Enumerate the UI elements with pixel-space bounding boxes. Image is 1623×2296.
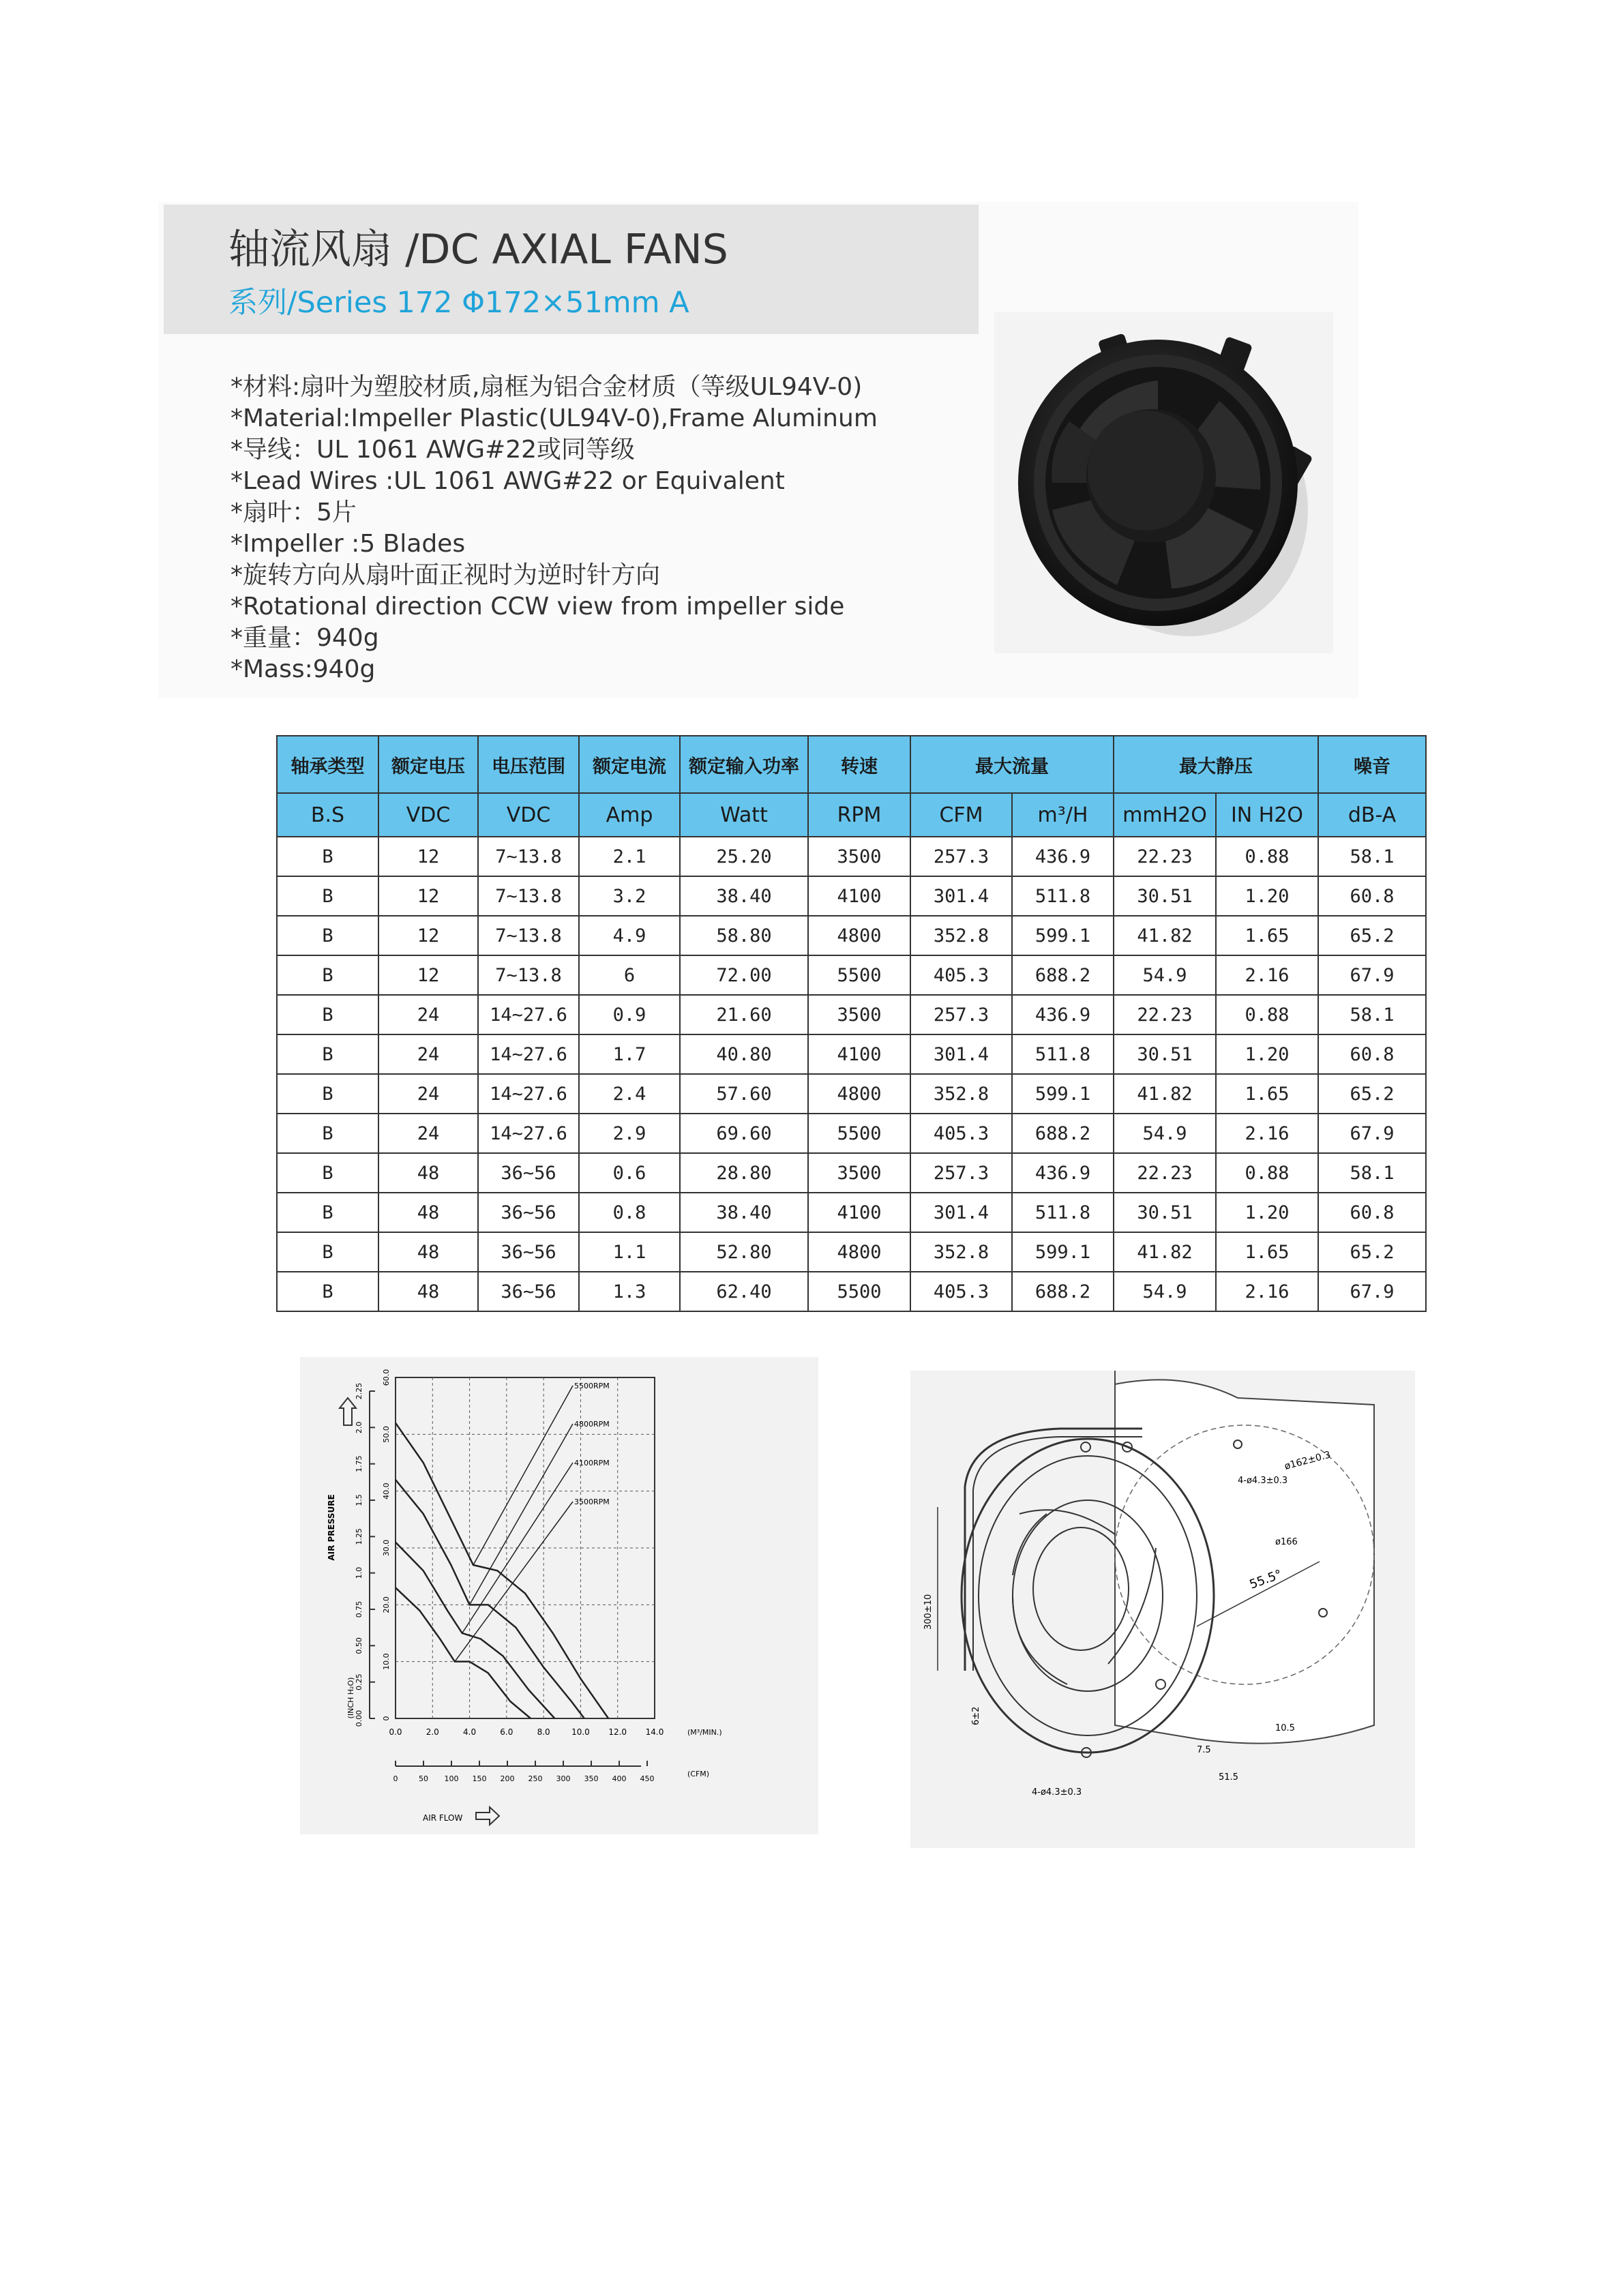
dim-label: 51.5 <box>1219 1772 1238 1783</box>
x-tick-label: 0.0 <box>389 1727 402 1737</box>
fan-product-photo <box>994 312 1333 653</box>
cfm-tick-label: 200 <box>500 1774 515 1783</box>
table-cell: 4100 <box>808 1034 910 1074</box>
table-cell: B <box>277 1232 378 1272</box>
cfm-tick-label: 0 <box>393 1774 398 1783</box>
x-unit-bottom: (CFM) <box>687 1770 710 1778</box>
table-cell: 69.60 <box>680 1114 808 1153</box>
table-cell: 58.1 <box>1318 1153 1426 1193</box>
table-cell: B <box>277 995 378 1034</box>
table-cell: 599.1 <box>1012 1232 1114 1272</box>
table-cell: 60.8 <box>1318 1193 1426 1232</box>
series-label: 4800RPM <box>574 1420 610 1429</box>
th-rated-voltage: 额定电压 <box>378 736 478 793</box>
table-cell: 301.4 <box>910 1034 1012 1074</box>
table-cell: B <box>277 916 378 955</box>
table-cell: 352.8 <box>910 1232 1012 1272</box>
series-subtitle: 系列/Series 172 Φ172×51mm A <box>228 286 689 320</box>
table-cell: 0.6 <box>579 1153 680 1193</box>
chart-series <box>396 1382 610 1718</box>
table-cell: 67.9 <box>1318 1114 1426 1153</box>
table-cell: 41.82 <box>1114 916 1216 955</box>
y-axis-label: AIR PRESSURE <box>327 1494 336 1561</box>
table-row <box>277 1074 1426 1114</box>
table-cell: 6 <box>579 955 680 995</box>
y-tick-label: 0 <box>382 1716 391 1721</box>
table-row <box>277 1034 1426 1074</box>
th-bearing: 轴承类型 <box>277 736 378 793</box>
table-cell: 48 <box>378 1193 478 1232</box>
table-cell: B <box>277 955 378 995</box>
cfm-tick-label: 50 <box>419 1774 428 1783</box>
table-cell: 1.3 <box>579 1272 680 1311</box>
table-cell: 2.16 <box>1216 1272 1318 1311</box>
th-unit: VDC <box>478 793 579 837</box>
cfm-tick-label: 100 <box>444 1774 459 1783</box>
table-cell: 41.82 <box>1114 1232 1216 1272</box>
th-unit: CFM <box>910 793 1012 837</box>
table-cell: 0.88 <box>1216 837 1318 876</box>
y-tick-label: 50.0 <box>382 1426 391 1443</box>
table-cell: 352.8 <box>910 1074 1012 1114</box>
series-leader <box>473 1386 573 1565</box>
table-cell: 12 <box>378 876 478 916</box>
table-cell: 4800 <box>808 1232 910 1272</box>
inh2o-tick-label: 1.25 <box>355 1528 363 1545</box>
dim-label: 7.5 <box>1197 1745 1211 1755</box>
page-title: 轴流风扇 /DC AXIAL FANS <box>228 226 728 273</box>
table-cell: 48 <box>378 1272 478 1311</box>
table-cell: 22.23 <box>1114 1153 1216 1193</box>
th-unit: mmH2O <box>1114 793 1216 837</box>
th-unit: Amp <box>579 793 680 837</box>
spec-line: *导线：UL 1061 AWG#22或同等级 <box>230 436 636 464</box>
series-label: 3500RPM <box>574 1497 610 1506</box>
table-cell: 65.2 <box>1318 1074 1426 1114</box>
table-cell: 1.1 <box>579 1232 680 1272</box>
table-cell: 405.3 <box>910 1114 1012 1153</box>
y-tick-label: 60.0 <box>382 1369 391 1386</box>
cfm-tick-label: 450 <box>640 1774 655 1783</box>
spec-line: *Rotational direction CCW view from impeller side <box>230 593 845 621</box>
table-cell: 1.20 <box>1216 876 1318 916</box>
inh2o-tick-label: 1.5 <box>355 1494 363 1506</box>
table-header-row-en <box>277 793 1426 837</box>
th-unit: dB-A <box>1318 793 1426 837</box>
table-cell: 5500 <box>808 1114 910 1153</box>
cfm-tick-label: 250 <box>528 1774 543 1783</box>
table-cell: B <box>277 1272 378 1311</box>
table-cell: 511.8 <box>1012 1193 1114 1232</box>
table-cell: 436.9 <box>1012 837 1114 876</box>
table-cell: 14~27.6 <box>478 1074 579 1114</box>
dim-label: 4-ø4.3±0.3 <box>1032 1787 1082 1798</box>
table-cell: 24 <box>378 1114 478 1153</box>
table-cell: 1.65 <box>1216 1232 1318 1272</box>
table-cell: 0.88 <box>1216 1153 1318 1193</box>
table-cell: 52.80 <box>680 1232 808 1272</box>
x-tick-label: 6.0 <box>500 1727 513 1737</box>
table-cell: B <box>277 1034 378 1074</box>
y-tick-label: 40.0 <box>382 1482 391 1500</box>
table-cell: 257.3 <box>910 995 1012 1034</box>
spec-line: *Impeller :5 Blades <box>230 530 466 558</box>
table-cell: 38.40 <box>680 1193 808 1232</box>
table-cell: 58.80 <box>680 916 808 955</box>
chart-grid <box>396 1377 655 1718</box>
table-cell: 436.9 <box>1012 1153 1114 1193</box>
table-cell: 22.23 <box>1114 995 1216 1034</box>
th-voltage-range: 电压范围 <box>478 736 579 793</box>
table-cell: 2.4 <box>579 1074 680 1114</box>
th-noise: 噪音 <box>1318 736 1426 793</box>
table-cell: 3500 <box>808 1153 910 1193</box>
table-cell: 36~56 <box>478 1193 579 1232</box>
inh2o-tick-label: 1.75 <box>355 1455 363 1472</box>
table-cell: 12 <box>378 916 478 955</box>
table-cell: 4800 <box>808 1074 910 1114</box>
spec-line: *Mass:940g <box>230 655 376 683</box>
table-cell: 688.2 <box>1012 1114 1114 1153</box>
spec-line: *旋转方向从扇叶面正视时为逆时针方向 <box>230 561 661 589</box>
table-cell: 14~27.6 <box>478 1034 579 1074</box>
table-row <box>277 876 1426 916</box>
table-cell: 58.1 <box>1318 995 1426 1034</box>
inh2o-tick-label: 0.75 <box>355 1600 363 1618</box>
inh2o-tick-label: 0.50 <box>355 1637 363 1654</box>
th-unit: IN H2O <box>1216 793 1318 837</box>
table-cell: 12 <box>378 955 478 995</box>
table-cell: 511.8 <box>1012 876 1114 916</box>
th-unit: VDC <box>378 793 478 837</box>
dim-label: 4-ø4.3±0.3 <box>1238 1476 1288 1486</box>
spec-line: *Material:Impeller Plastic(UL94V-0),Frame Aluminum <box>230 404 878 432</box>
table-cell: B <box>277 1153 378 1193</box>
x-tick-label: 10.0 <box>571 1727 590 1737</box>
table-cell: 72.00 <box>680 955 808 995</box>
y-tick-label: 30.0 <box>382 1539 391 1557</box>
fan-icon <box>994 312 1333 653</box>
y-unit-left: (INCH H₂O) <box>346 1677 355 1719</box>
table-cell: 1.20 <box>1216 1034 1318 1074</box>
table-cell: 511.8 <box>1012 1034 1114 1074</box>
table-cell: 1.65 <box>1216 916 1318 955</box>
table-cell: 54.9 <box>1114 1272 1216 1311</box>
th-unit: RPM <box>808 793 910 837</box>
table-cell: 257.3 <box>910 1153 1012 1193</box>
table-cell: 24 <box>378 1034 478 1074</box>
arrow-up-icon <box>340 1398 356 1425</box>
series-line <box>396 1587 531 1718</box>
table-cell: 30.51 <box>1114 1193 1216 1232</box>
inh2o-tick-label: 0.25 <box>355 1673 363 1690</box>
table-cell: 257.3 <box>910 837 1012 876</box>
table-row <box>277 1232 1426 1272</box>
table-row <box>277 1193 1426 1232</box>
mounting-panel <box>1115 1371 1374 1744</box>
inh2o-tick-label: 2.25 <box>355 1382 363 1400</box>
table-cell: 28.80 <box>680 1153 808 1193</box>
table-cell: B <box>277 1193 378 1232</box>
table-cell: 436.9 <box>1012 995 1114 1034</box>
table-row <box>277 1272 1426 1311</box>
inh2o-tick-label: 0.00 <box>355 1710 363 1727</box>
series-label: 5500RPM <box>574 1382 610 1390</box>
x-axis-label: AIR FLOW <box>423 1813 463 1823</box>
table-cell: 301.4 <box>910 876 1012 916</box>
table-body <box>277 837 1426 1311</box>
table-cell: 599.1 <box>1012 916 1114 955</box>
table-cell: 22.23 <box>1114 837 1216 876</box>
arrow-right-icon <box>476 1807 499 1825</box>
table-cell: 67.9 <box>1318 955 1426 995</box>
spec-line: *重量：940g <box>230 624 379 652</box>
y-tick-label: 10.0 <box>382 1653 391 1670</box>
th-speed: 转速 <box>808 736 910 793</box>
table-row <box>277 1114 1426 1153</box>
table-cell: 36~56 <box>478 1232 579 1272</box>
table-cell: 57.60 <box>680 1074 808 1114</box>
x-unit-top: (M³/MIN.) <box>687 1728 722 1737</box>
table-cell: 1.7 <box>579 1034 680 1074</box>
table-row <box>277 837 1426 876</box>
table-cell: 24 <box>378 995 478 1034</box>
table-cell: 7~13.8 <box>478 916 579 955</box>
table-cell: 25.20 <box>680 837 808 876</box>
table-cell: 4100 <box>808 876 910 916</box>
cfm-tick-label: 350 <box>584 1774 599 1783</box>
th-rated-current: 额定电流 <box>579 736 680 793</box>
table-cell: 0.8 <box>579 1193 680 1232</box>
table-cell: 688.2 <box>1012 955 1114 995</box>
table-cell: 3500 <box>808 837 910 876</box>
table-cell: 1.20 <box>1216 1193 1318 1232</box>
pq-curve-chart <box>300 1357 818 1834</box>
th-rated-power: 额定输入功率 <box>680 736 808 793</box>
table-cell: B <box>277 1074 378 1114</box>
table-row <box>277 916 1426 955</box>
table-cell: 2.16 <box>1216 1114 1318 1153</box>
table-cell: 2.1 <box>579 837 680 876</box>
series-line <box>396 1480 584 1718</box>
x-tick-label: 4.0 <box>463 1727 477 1737</box>
table-cell: 3.2 <box>579 876 680 916</box>
table-cell: 30.51 <box>1114 1034 1216 1074</box>
th-max-pressure: 最大静压 <box>1114 736 1318 793</box>
table-cell: 67.9 <box>1318 1272 1426 1311</box>
dim-label: 300±10 <box>923 1594 934 1630</box>
table-cell: 0.88 <box>1216 995 1318 1034</box>
spec-line: *材料:扇叶为塑胶材质,扇框为铝合金材质（等级UL94V-0) <box>230 373 863 401</box>
dim-label: ø162±0.3 <box>1283 1449 1332 1472</box>
table-cell: 12 <box>378 837 478 876</box>
dim-label: 55.5° <box>1247 1567 1284 1592</box>
inh2o-tick-label: 2.0 <box>355 1421 363 1434</box>
table-cell: 4800 <box>808 916 910 955</box>
table-cell: 7~13.8 <box>478 955 579 995</box>
table-cell: 5500 <box>808 955 910 995</box>
table-cell: 1.65 <box>1216 1074 1318 1114</box>
table-cell: 48 <box>378 1232 478 1272</box>
th-unit: Watt <box>680 793 808 837</box>
spec-line: *扇叶：5片 <box>230 498 357 526</box>
table-cell: 65.2 <box>1318 916 1426 955</box>
x-tick-label: 12.0 <box>608 1727 627 1737</box>
table-cell: 4.9 <box>579 916 680 955</box>
table-cell: 688.2 <box>1012 1272 1114 1311</box>
cfm-tick-label: 300 <box>556 1774 571 1783</box>
y-tick-label: 20.0 <box>382 1596 391 1613</box>
table-cell: B <box>277 1114 378 1153</box>
table-cell: 65.2 <box>1318 1232 1426 1272</box>
table-cell: 5500 <box>808 1272 910 1311</box>
table-cell: 3500 <box>808 995 910 1034</box>
series-leader <box>470 1424 573 1605</box>
mechanical-drawing <box>910 1371 1415 1848</box>
x-tick-label: 8.0 <box>537 1727 550 1737</box>
table-cell: 60.8 <box>1318 876 1426 916</box>
series-line <box>396 1542 554 1718</box>
table-cell: 301.4 <box>910 1193 1012 1232</box>
table-cell: 54.9 <box>1114 1114 1216 1153</box>
x-tick-label: 2.0 <box>426 1727 439 1737</box>
dim-label: 10.5 <box>1275 1723 1295 1733</box>
spec-table <box>276 735 1427 1312</box>
spec-line: *Lead Wires :UL 1061 AWG#22 or Equivalent <box>230 467 785 495</box>
th-unit: B.S <box>277 793 378 837</box>
table-cell: 7~13.8 <box>478 876 579 916</box>
table-cell: 48 <box>378 1153 478 1193</box>
table-cell: 38.40 <box>680 876 808 916</box>
table-cell: B <box>277 837 378 876</box>
dim-label: 6±2 <box>971 1706 981 1725</box>
table-cell: 58.1 <box>1318 837 1426 876</box>
x-tick-label: 14.0 <box>645 1727 664 1737</box>
table-cell: 2.9 <box>579 1114 680 1153</box>
table-cell: 14~27.6 <box>478 995 579 1034</box>
dim-label: ø166 <box>1275 1537 1298 1547</box>
table-cell: 352.8 <box>910 916 1012 955</box>
spec-list <box>230 372 878 685</box>
table-cell: 24 <box>378 1074 478 1114</box>
table-cell: 62.40 <box>680 1272 808 1311</box>
table-cell: 54.9 <box>1114 955 1216 995</box>
th-unit: m³/H <box>1012 793 1114 837</box>
table-row <box>277 995 1426 1034</box>
table-cell: 30.51 <box>1114 876 1216 916</box>
cfm-tick-label: 400 <box>612 1774 627 1783</box>
table-row <box>277 955 1426 995</box>
table-row <box>277 1153 1426 1193</box>
table-cell: B <box>277 876 378 916</box>
table-cell: 405.3 <box>910 955 1012 995</box>
table-cell: 7~13.8 <box>478 837 579 876</box>
table-cell: 41.82 <box>1114 1074 1216 1114</box>
table-cell: 21.60 <box>680 995 808 1034</box>
table-cell: 14~27.6 <box>478 1114 579 1153</box>
table-cell: 405.3 <box>910 1272 1012 1311</box>
table-cell: 36~56 <box>478 1153 579 1193</box>
table-cell: 36~56 <box>478 1272 579 1311</box>
table-cell: 2.16 <box>1216 955 1318 995</box>
inh2o-tick-label: 1.0 <box>355 1566 363 1579</box>
th-max-airflow: 最大流量 <box>910 736 1114 793</box>
table-cell: 599.1 <box>1012 1074 1114 1114</box>
table-header-row-cn <box>277 736 1426 793</box>
table-cell: 60.8 <box>1318 1034 1426 1074</box>
cfm-tick-label: 150 <box>472 1774 487 1783</box>
table-cell: 40.80 <box>680 1034 808 1074</box>
series-label: 4100RPM <box>574 1459 610 1467</box>
table-cell: 4100 <box>808 1193 910 1232</box>
table-cell: 0.9 <box>579 995 680 1034</box>
mount-hole <box>1081 1442 1090 1452</box>
